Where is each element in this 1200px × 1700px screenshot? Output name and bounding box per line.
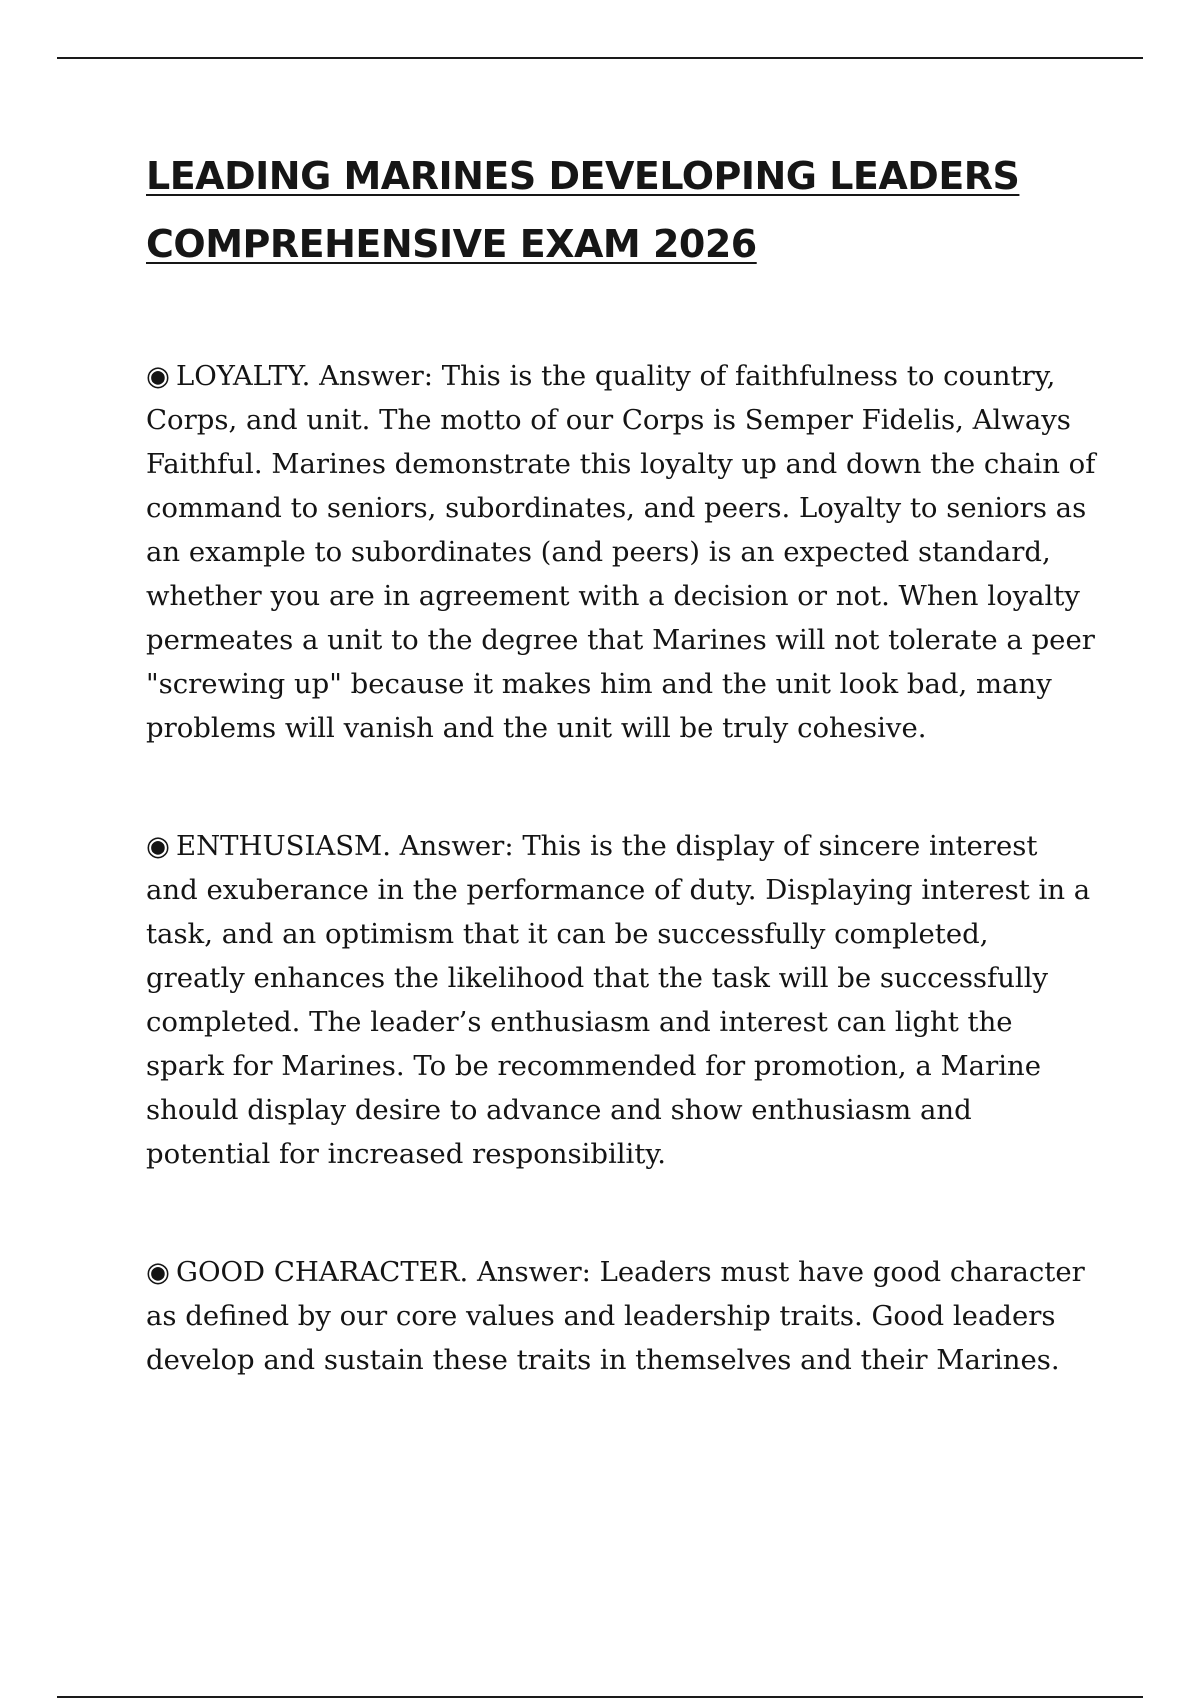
title-line-2: COMPREHENSIVE EXAM 2026 [146, 222, 757, 266]
page-title [146, 142, 1106, 278]
radio-bullet-icon: ◉ [146, 830, 170, 862]
entry-good-character [146, 1250, 1096, 1382]
entry-loyalty [146, 354, 1096, 750]
top-divider [57, 57, 1143, 59]
radio-bullet-icon: ◉ [146, 360, 170, 392]
entry-enthusiasm [146, 824, 1096, 1176]
entry-text: LOYALTY. Answer: This is the quality of faithfulness to country, Corps, and unit. The motto of our Corps is Semper Fidelis, Always Faithful. Marines demonstrate this loyalty up and down the chain of command to seniors, subordinates, and peers. Loyalty to seniors as an example to subordinates (and peers) is an expected standard, whether you are in agreement with a decision or not. When loyalty permeates a unit to the degree that Marines will not tolerate a peer "screwing up" because it makes him and the unit look bad, many problems will vanish and the unit will be truly cohesive. [146, 360, 1096, 744]
title-line-1: LEADING MARINES DEVELOPING LEADERS [146, 154, 1020, 198]
entry-list [146, 354, 1096, 1456]
entry-text: GOOD CHARACTER. Answer: Leaders must have good character as defined by our core values and leadership traits. Good leaders develop and sustain these traits in themselves and their Marines. [146, 1256, 1085, 1376]
radio-bullet-icon: ◉ [146, 1256, 170, 1288]
entry-text: ENTHUSIASM. Answer: This is the display of sincere interest and exuberance in the performance of duty. Displaying interest in a task, and an optimism that it can be successfully completed, greatly enhances the likelihood that the task will be successfully completed. The leader’s enthusiasm and interest can light the spark for Marines. To be recommended for promotion, a Marine should display desire to advance and show enthusiasm and potential for increased responsibility. [146, 830, 1091, 1170]
bottom-divider [57, 1696, 1143, 1698]
